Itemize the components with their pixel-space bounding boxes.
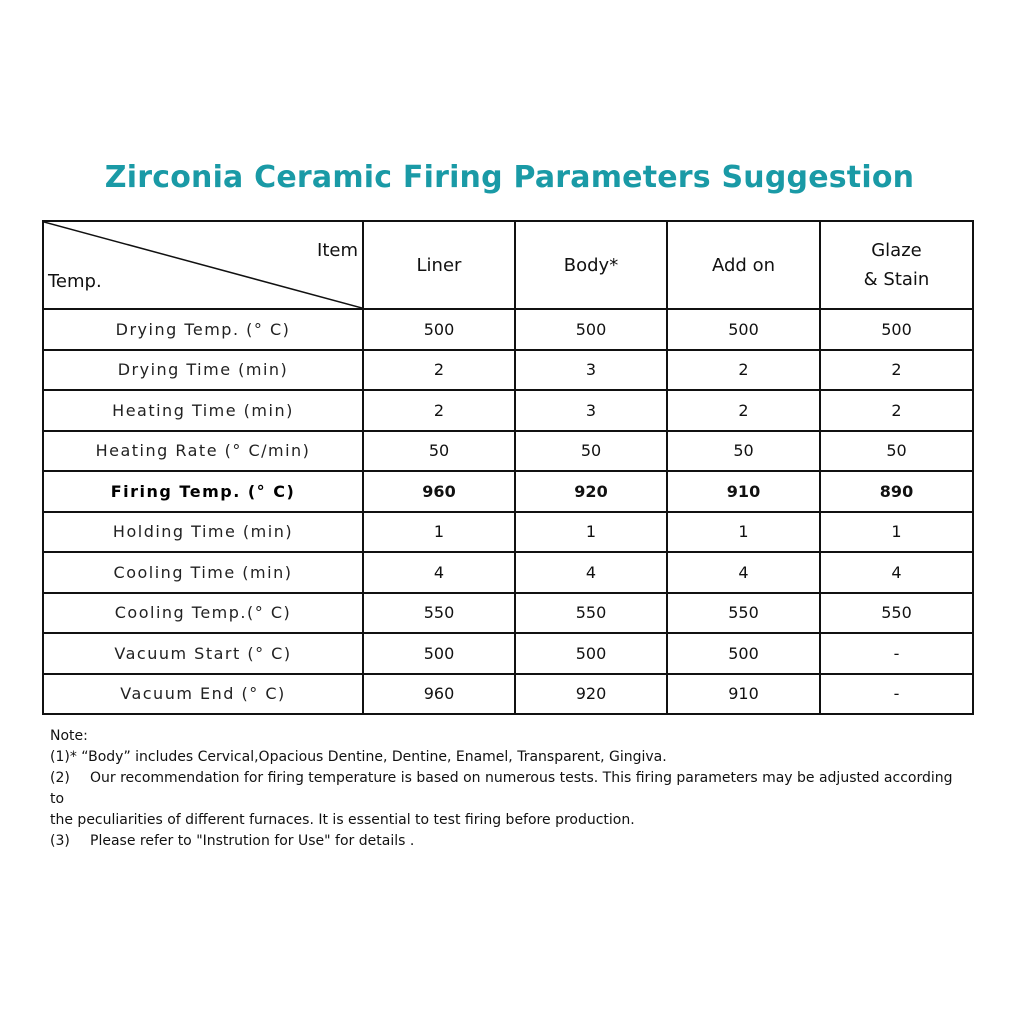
row-label-holding-time: Holding Time (min)	[43, 512, 363, 553]
cell-value: 3	[515, 390, 667, 431]
cell-value: 2	[667, 390, 820, 431]
row-label-cooling-temp: Cooling Temp.(° C)	[43, 593, 363, 634]
cell-value: 550	[820, 593, 973, 634]
cell-value: 500	[667, 309, 820, 350]
cell-value: 550	[515, 593, 667, 634]
note-3-number: (3)	[50, 833, 70, 849]
row-label-heating-rate: Heating Rate (° C/min)	[43, 431, 363, 472]
cell-value: -	[820, 633, 973, 674]
cell-value: 920	[515, 674, 667, 715]
cell-value: 4	[363, 552, 515, 593]
note-2-continued: the peculiarities of different furnaces. It is essential to test firing before production.	[50, 812, 635, 828]
row-label-cooling-time: Cooling Time (min)	[43, 552, 363, 593]
cell-value: 890	[820, 471, 973, 512]
cell-value: 960	[363, 674, 515, 715]
table-row	[43, 593, 973, 634]
cell-value: 2	[667, 350, 820, 391]
cell-value: 500	[667, 633, 820, 674]
diagonal-divider	[44, 222, 362, 308]
cell-value: 3	[515, 350, 667, 391]
table-header-row	[43, 221, 973, 309]
column-header-liner: Liner	[363, 221, 515, 309]
cell-value: 1	[515, 512, 667, 553]
cell-value: 550	[363, 593, 515, 634]
cell-value: 910	[667, 674, 820, 715]
table-row	[43, 431, 973, 472]
table-row	[43, 471, 973, 512]
note-1: (1)* “Body” includes Cervical,Opacious Dentine, Dentine, Enamel, Transparent, Gingiva.	[50, 749, 667, 765]
table-row	[43, 350, 973, 391]
cell-value: 500	[515, 309, 667, 350]
cell-value: 2	[363, 350, 515, 391]
table-row	[43, 552, 973, 593]
table-row	[43, 309, 973, 350]
note-2	[50, 768, 970, 810]
table-row	[43, 390, 973, 431]
glaze-label: Glaze	[871, 240, 922, 261]
cell-value: 50	[363, 431, 515, 472]
cell-value: 2	[820, 350, 973, 391]
row-label-firing-temp: Firing Temp. (° C)	[43, 471, 363, 512]
cell-value: 1	[667, 512, 820, 553]
column-header-body: Body*	[515, 221, 667, 309]
cell-value: 500	[515, 633, 667, 674]
note-3	[50, 831, 970, 852]
note-2-number: (2)	[50, 770, 70, 786]
cell-value: 1	[363, 512, 515, 553]
cell-value: 2	[820, 390, 973, 431]
row-label-vacuum-end: Vacuum End (° C)	[43, 674, 363, 715]
cell-value: 4	[667, 552, 820, 593]
table-row	[43, 674, 973, 715]
column-header-add-on: Add on	[667, 221, 820, 309]
cell-value: 4	[820, 552, 973, 593]
table-row	[43, 633, 973, 674]
stain-label: & Stain	[863, 269, 930, 290]
cell-value: 50	[515, 431, 667, 472]
corner-item-label: Item	[317, 240, 358, 261]
cell-value: -	[820, 674, 973, 715]
note-2-text: Our recommendation for firing temperature is based on numerous tests. This firing parameters may be adjusted according to	[50, 770, 953, 807]
cell-value: 960	[363, 471, 515, 512]
cell-value: 910	[667, 471, 820, 512]
table-row	[43, 512, 973, 553]
cell-value: 500	[820, 309, 973, 350]
row-label-drying-time: Drying Time (min)	[43, 350, 363, 391]
column-header-glaze-stain	[820, 221, 973, 309]
row-label-drying-temp: Drying Temp. (° C)	[43, 309, 363, 350]
row-label-heating-time: Heating Time (min)	[43, 390, 363, 431]
row-label-vacuum-start: Vacuum Start (° C)	[43, 633, 363, 674]
cell-value: 500	[363, 633, 515, 674]
cell-value: 1	[820, 512, 973, 553]
cell-value: 4	[515, 552, 667, 593]
corner-header-cell	[43, 221, 363, 309]
cell-value: 920	[515, 471, 667, 512]
note-3-text: Please refer to "Instrution for Use" for details .	[90, 833, 415, 849]
cell-value: 50	[820, 431, 973, 472]
cell-value: 2	[363, 390, 515, 431]
cell-value: 500	[363, 309, 515, 350]
corner-temp-label: Temp.	[48, 271, 102, 292]
cell-value: 50	[667, 431, 820, 472]
firing-parameters-table	[42, 220, 974, 715]
notes-heading: Note:	[50, 728, 88, 744]
notes-section	[50, 726, 970, 852]
page-title: Zirconia Ceramic Firing Parameters Suggestion	[104, 160, 915, 195]
cell-value: 550	[667, 593, 820, 634]
